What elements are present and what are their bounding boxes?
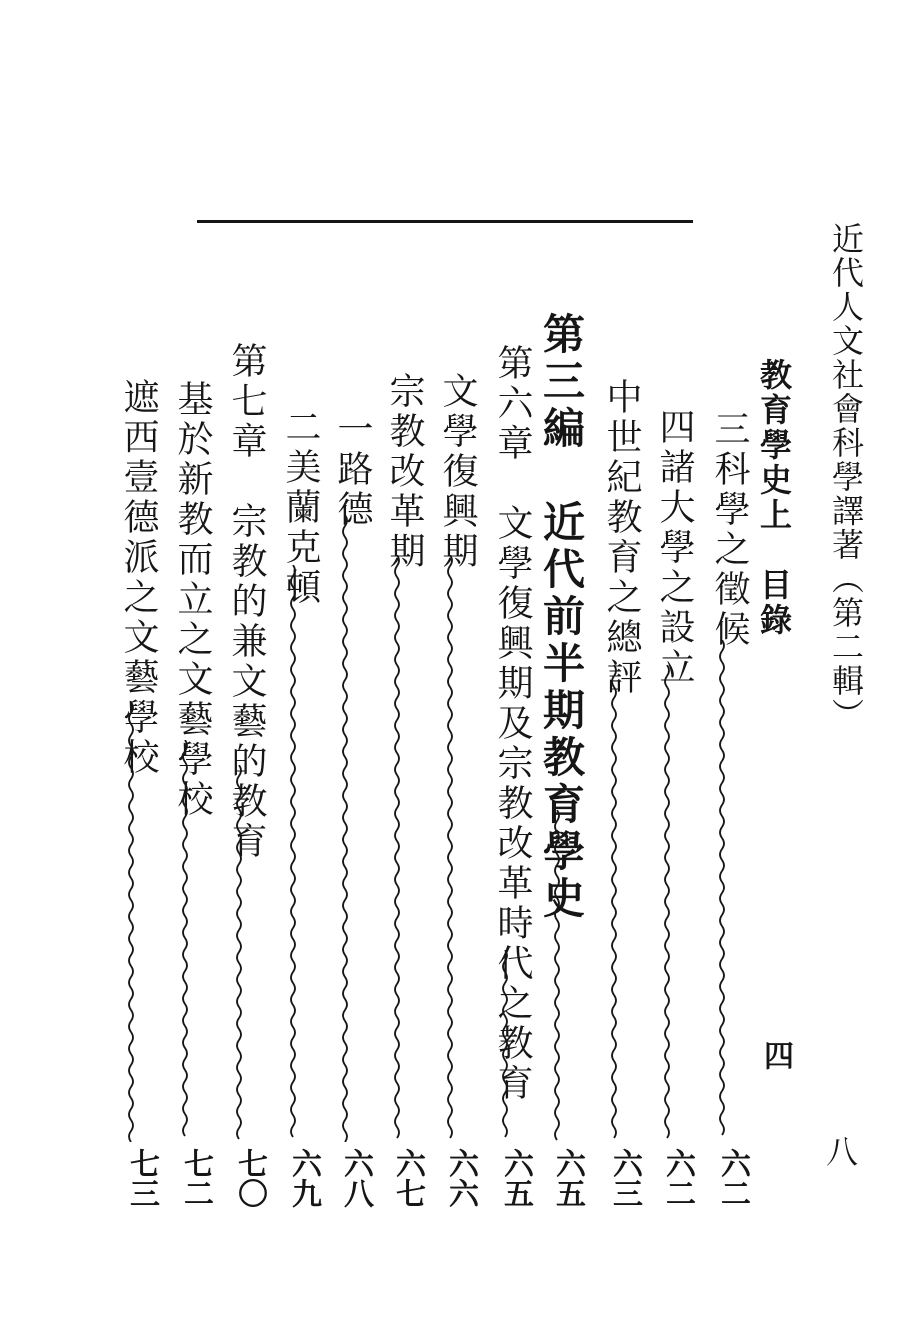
wavy-leader: [382, 555, 412, 1142]
toc-entry-page: 六七: [390, 1148, 425, 1208]
top-rule: [197, 220, 693, 223]
toc-entry-page: 七〇: [232, 1148, 267, 1208]
toc-entry-title: 宗教改革期: [384, 372, 425, 572]
toc-entry-title: 遮西壹德派之文藝學校: [118, 378, 159, 778]
wavy-leader-path: [503, 950, 507, 1137]
wavy-leader: [330, 515, 360, 1142]
wavy-leader-path: [395, 555, 399, 1138]
wavy-leader-path: [720, 640, 724, 1135]
toc-entry-title: 三科學之徵候: [709, 410, 750, 650]
toc-entry-title: 一路德: [332, 410, 373, 530]
wavy-leader: [170, 740, 200, 1142]
toc-entry-title: 二美蘭克頓: [280, 408, 321, 608]
toc-entry-title: 第六章 文學復興期及宗教改革時代之教育: [492, 344, 533, 1104]
toc-entry-page: 七二: [178, 1148, 213, 1208]
toc-entry-page: 六五: [550, 1148, 585, 1208]
toc-entry-title: 四諸大學之設立: [654, 408, 695, 688]
toc-page-number: 四: [758, 1040, 793, 1070]
toc-entry-page: 六二: [715, 1148, 750, 1208]
series-title: 近代人文社會科學譯著（第二輯）: [827, 222, 865, 732]
wavy-leader: [542, 810, 572, 1142]
toc-entry-page: 六六: [443, 1148, 478, 1208]
wavy-leader-path: [612, 665, 616, 1138]
wavy-leader-path: [555, 810, 559, 1140]
wavy-leader: [652, 665, 682, 1142]
toc-entry-page: 六三: [607, 1148, 642, 1208]
toc-header: 教育學史上 目錄: [755, 358, 793, 638]
toc-entry-title: 文學復興期: [437, 372, 478, 572]
wavy-leader-path: [291, 565, 295, 1137]
toc-entry-page: 七三: [124, 1148, 159, 1208]
wavy-leader-path: [237, 765, 241, 1139]
wavy-leader-path: [343, 515, 347, 1142]
wavy-leader-path: [448, 555, 452, 1138]
toc-entry-title: 中世紀教育之總評: [601, 378, 642, 698]
toc-entry-page: 六八: [338, 1148, 373, 1208]
wavy-leader: [599, 665, 629, 1142]
wavy-leader: [707, 640, 737, 1142]
wavy-leader: [490, 950, 520, 1142]
wavy-leader-path: [183, 740, 187, 1136]
toc-entry-page: 六九: [286, 1148, 321, 1208]
toc-entry-page: 六二: [660, 1148, 695, 1208]
toc-entry-title: 基於新教而立之文藝學校: [172, 380, 213, 820]
toc-entry-page: 六五: [498, 1148, 533, 1208]
wavy-leader: [278, 565, 308, 1142]
wavy-leader-path: [665, 665, 669, 1138]
folio-number: 八: [821, 1135, 859, 1167]
toc-entry-title: 第三編 近代前半期教育學史: [537, 312, 586, 923]
wavy-leader: [435, 555, 465, 1142]
toc-entry-title: 第七章 宗教的兼文藝的教育: [226, 342, 267, 862]
wavy-leader: [224, 765, 254, 1142]
wavy-leader-path: [129, 702, 133, 1142]
wavy-leader: [116, 702, 146, 1142]
